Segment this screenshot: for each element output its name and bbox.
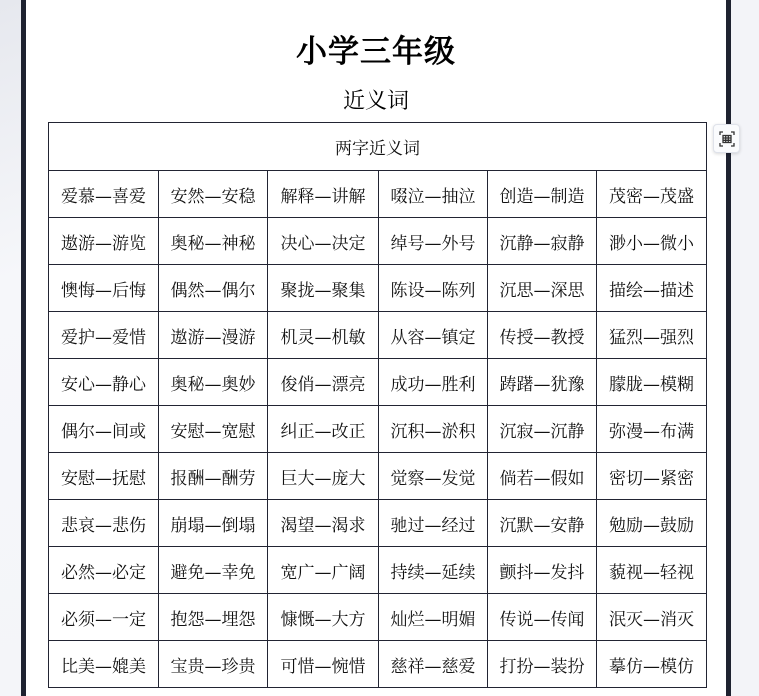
synonym-pair-cell: 沉寂—沉静 [488, 406, 597, 453]
synonym-pair-cell: 渴望—渴求 [268, 500, 379, 547]
table-scan-icon [719, 131, 735, 147]
synonym-pair-cell: 决心—决定 [268, 218, 379, 265]
synonym-pair-cell: 比美—媲美 [49, 641, 159, 688]
synonym-pair-cell: 安慰—宽慰 [159, 406, 268, 453]
synonym-pair-cell: 懊悔—后悔 [49, 265, 159, 312]
synonym-pair-cell: 安然—安稳 [159, 171, 268, 218]
synonym-pair-cell: 抱怨—埋怨 [159, 594, 268, 641]
synonym-pair-cell: 避免—幸免 [159, 547, 268, 594]
table-row [49, 594, 707, 641]
table-scan-button[interactable] [713, 124, 740, 153]
synonym-pair-cell: 爱护—爱惜 [49, 312, 159, 359]
synonym-pair-cell: 巨大—庞大 [268, 453, 379, 500]
synonym-pair-cell: 沉默—安静 [488, 500, 597, 547]
synonym-pair-cell: 俊俏—漂亮 [268, 359, 379, 406]
page-title: 小学三年级 [296, 34, 456, 70]
synonym-pair-cell: 摹仿—模仿 [597, 641, 707, 688]
synonym-pair-cell: 成功—胜利 [379, 359, 488, 406]
synonym-pair-cell: 机灵—机敏 [268, 312, 379, 359]
table-header: 两字近义词 [49, 123, 707, 171]
synonym-pair-cell: 沉积—淤积 [379, 406, 488, 453]
synonym-pair-cell: 慈祥—慈爱 [379, 641, 488, 688]
table-row [49, 359, 707, 406]
synonym-pair-cell: 从容—镇定 [379, 312, 488, 359]
synonym-pair-cell: 朦胧—模糊 [597, 359, 707, 406]
synonym-pair-cell: 打扮—装扮 [488, 641, 597, 688]
table-row [49, 500, 707, 547]
synonym-pair-cell: 纠正—改正 [268, 406, 379, 453]
table-row [49, 641, 707, 688]
synonym-pair-cell: 泯灭—消灭 [597, 594, 707, 641]
synonym-pair-cell: 爱慕—喜爱 [49, 171, 159, 218]
synonym-pair-cell: 遨游—漫游 [159, 312, 268, 359]
table-row [49, 218, 707, 265]
synonym-pair-cell: 报酬—酬劳 [159, 453, 268, 500]
table-header-row [49, 123, 707, 171]
backdrop [0, 0, 22, 696]
synonym-pair-cell: 偶尔—间或 [49, 406, 159, 453]
synonym-pair-cell: 驰过—经过 [379, 500, 488, 547]
synonym-pair-cell: 遨游—游览 [49, 218, 159, 265]
table-row [49, 171, 707, 218]
synonym-pair-cell: 倘若—假如 [488, 453, 597, 500]
synonym-pair-cell: 宝贵—珍贵 [159, 641, 268, 688]
page-subtitle: 近义词 [342, 89, 409, 114]
synonym-pair-cell: 解释—讲解 [268, 171, 379, 218]
synonym-pair-cell: 必须—一定 [49, 594, 159, 641]
synonym-pair-cell: 啜泣—抽泣 [379, 171, 488, 218]
synonym-pair-cell: 必然—必定 [49, 547, 159, 594]
table-row [49, 312, 707, 359]
table-row [49, 265, 707, 312]
synonym-pair-cell: 崩塌—倒塌 [159, 500, 268, 547]
synonym-pair-cell: 宽广—广阔 [268, 547, 379, 594]
synonym-pair-cell: 觉察—发觉 [379, 453, 488, 500]
synonym-pair-cell: 勉励—鼓励 [597, 500, 707, 547]
synonym-pair-cell: 聚拢—聚集 [268, 265, 379, 312]
synonym-pair-cell: 陈设—陈列 [379, 265, 488, 312]
synonym-pair-cell: 颤抖—发抖 [488, 547, 597, 594]
synonym-pair-cell: 渺小—微小 [597, 218, 707, 265]
synonym-pair-cell: 偶然—偶尔 [159, 265, 268, 312]
synonym-pair-cell: 茂密—茂盛 [597, 171, 707, 218]
synonym-table [48, 122, 707, 688]
synonym-pair-cell: 慷慨—大方 [268, 594, 379, 641]
synonym-pair-cell: 踌躇—犹豫 [488, 359, 597, 406]
synonym-pair-cell: 猛烈—强烈 [597, 312, 707, 359]
synonym-pair-cell: 奥秘—神秘 [159, 218, 268, 265]
synonym-pair-cell: 传授—教授 [488, 312, 597, 359]
synonym-pair-cell: 创造—制造 [488, 171, 597, 218]
synonym-pair-cell: 奥秘—奥妙 [159, 359, 268, 406]
synonym-pair-cell: 绰号—外号 [379, 218, 488, 265]
synonym-pair-cell: 描绘—描述 [597, 265, 707, 312]
synonym-pair-cell: 安心—静心 [49, 359, 159, 406]
synonym-pair-cell: 弥漫—布满 [597, 406, 707, 453]
table-row [49, 453, 707, 500]
synonym-pair-cell: 持续—延续 [379, 547, 488, 594]
synonym-pair-cell: 密切—紧密 [597, 453, 707, 500]
synonym-pair-cell: 藐视—轻视 [597, 547, 707, 594]
table-row [49, 406, 707, 453]
table-row [49, 547, 707, 594]
synonym-pair-cell: 悲哀—悲伤 [49, 500, 159, 547]
synonym-pair-cell: 安慰—抚慰 [49, 453, 159, 500]
synonym-pair-cell: 传说—传闻 [488, 594, 597, 641]
synonym-pair-cell: 沉静—寂静 [488, 218, 597, 265]
synonym-pair-cell: 灿烂—明媚 [379, 594, 488, 641]
page-border-right [726, 0, 731, 696]
synonym-pair-cell: 沉思—深思 [488, 265, 597, 312]
document-page [26, 0, 726, 696]
synonym-pair-cell: 可惜—惋惜 [268, 641, 379, 688]
